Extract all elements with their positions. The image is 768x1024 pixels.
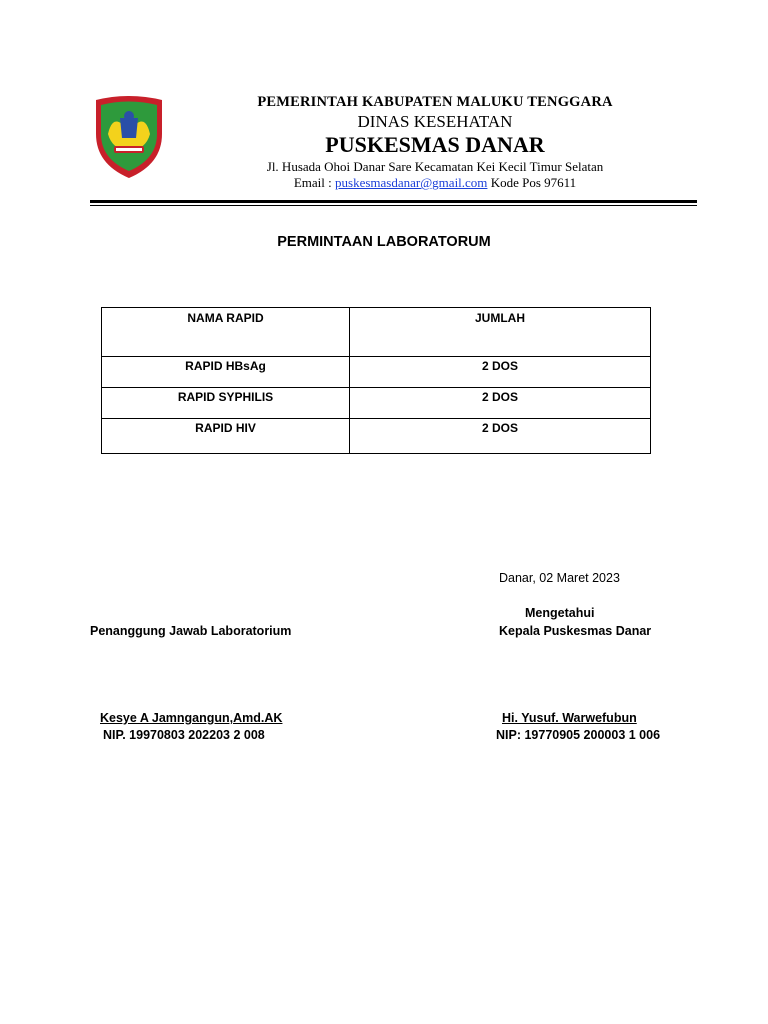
table-row — [102, 357, 651, 388]
table-row — [102, 388, 651, 419]
right-signer-role: Kepala Puskesmas Danar — [499, 624, 652, 638]
acknowledge-label: Mengetahui — [525, 606, 595, 620]
left-signer-role: Penanggung Jawab Laboratorium — [90, 624, 292, 638]
right-signer-name: Hi. Yusuf. Warwefubun — [502, 711, 637, 725]
left-signer-nip: NIP. 19970803 202203 2 008 — [103, 728, 265, 742]
table-row — [102, 419, 651, 454]
letterhead-rule-thick — [90, 200, 697, 203]
letterhead-address: Jl. Husada Ohoi Danar Sare Kecamatan Kei Kecil Timur Selatan — [266, 159, 604, 174]
header-jumlah: JUMLAH — [350, 308, 651, 357]
letterhead-department: DINAS KESEHATAN — [357, 112, 513, 131]
regency-emblem-icon — [92, 94, 166, 180]
request-table — [101, 307, 651, 454]
table-cell-item: RAPID HBsAg — [102, 357, 350, 388]
document-title — [0, 234, 768, 250]
right-signer-nip: NIP: 19770905 200003 1 006 — [496, 728, 661, 742]
table-cell-qty: 2 DOS — [350, 388, 651, 419]
postal-code: Kode Pos 97611 — [487, 175, 577, 190]
table-header-row — [102, 308, 651, 357]
letterhead-government: PEMERINTAH KABUPATEN MALUKU TENGGARA — [257, 94, 613, 110]
table-cell-qty: 2 DOS — [350, 357, 651, 388]
email-link[interactable]: puskesmasdanar@gmail.com — [335, 175, 488, 190]
table-cell-qty: 2 DOS — [350, 419, 651, 454]
document-title-text: PERMINTAAN LABORATORUM — [277, 234, 491, 250]
letterhead-rule-thin — [90, 205, 697, 206]
table-cell-item: RAPID SYPHILIS — [102, 388, 350, 419]
place-date: Danar, 02 Maret 2023 — [499, 571, 620, 585]
left-signer-name: Kesye A Jamngangun,Amd.AK — [100, 711, 283, 725]
letterhead-institution: PUSKESMAS DANAR — [325, 132, 545, 157]
letterhead-contact — [200, 175, 670, 191]
email-label: Email : — [293, 175, 336, 190]
header-nama-rapid: NAMA RAPID — [102, 308, 350, 357]
table-cell-item: RAPID HIV — [102, 419, 350, 454]
